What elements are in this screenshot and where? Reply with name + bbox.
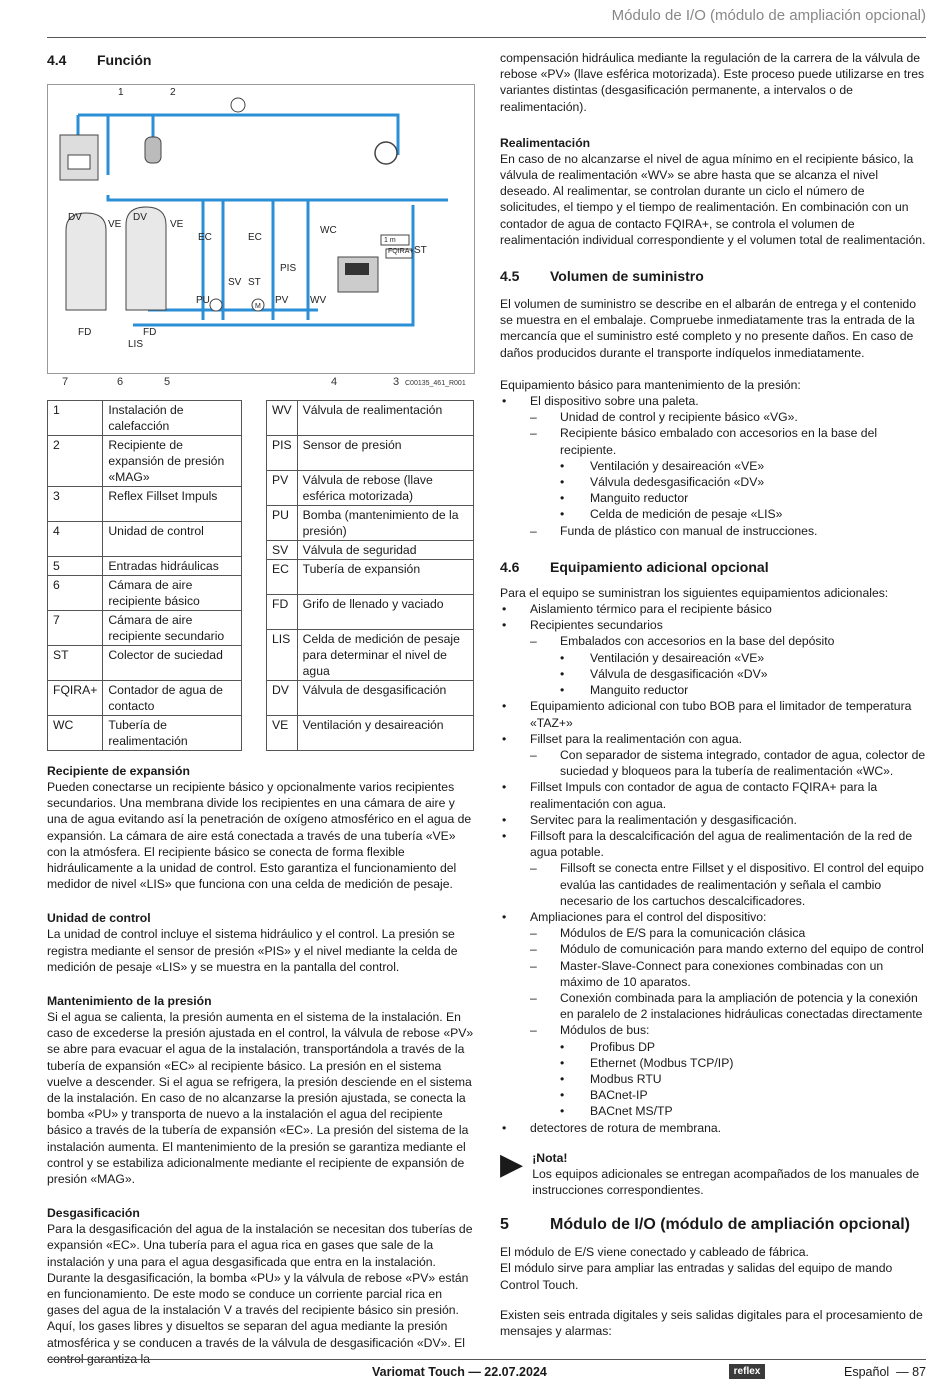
list-item: • Profibus DP bbox=[560, 1039, 926, 1055]
section5-p2: El módulo sirve para ampliar las entradas y salidas del equipo de mando Control Touch. bbox=[500, 1261, 893, 1292]
fig-top-label: 1 bbox=[118, 87, 124, 98]
recipiente-heading: Recipiente de expansión bbox=[47, 764, 190, 778]
hydraulic-diagram bbox=[47, 84, 475, 374]
list-item: • Manguito reductor bbox=[560, 682, 926, 698]
fig-label: DV bbox=[68, 212, 82, 223]
fig-label: PV bbox=[275, 295, 289, 306]
list-item: • Celda de medición de pesaje «LIS» bbox=[560, 506, 926, 522]
table-row: 2 Recipiente de expansión de presión «MAG» bbox=[48, 436, 242, 487]
fig-label: EC bbox=[198, 232, 212, 243]
fig-label: VE bbox=[170, 219, 184, 230]
adicional-list bbox=[500, 601, 926, 1136]
right-column bbox=[500, 50, 926, 1339]
list-item: • BACnet MS/TP bbox=[560, 1103, 926, 1119]
suministro-intro: Equipamiento básico para mantenimiento de la presión: bbox=[500, 377, 801, 392]
mantenimiento-block bbox=[47, 993, 475, 1187]
desgasificacion-text: Para la desgasificación del agua de la instalación se necesitan dos tuberías de expansión «EC». Una tubería para el agua rica en gases que sale de la instalación y una para el agua desgasificada que entra en la instalación. Durante la desgasificación, la bomba «PU» y la válvula de rebose «PV» están en funcionamiento. De este modo se conduce un corriente parcial rica en gases del agua de la instalación V a través del recipiente básico sin presión. Aquí, los gases libres y disueltos se separan del agua mediante la presión atmosférica y se conducen a través de la válvula de desgasificación «DV». El control garantiza la bbox=[47, 1222, 473, 1366]
realimentacion-text: En caso de no alcanzarse el nivel de agua mínimo en el recipiente básico, la válvula de realimentación «WV» se abre hasta que se alcanza el nivel deseado. Al realimentar, se controlan durante un ciclo el número de solicitudes, el tiempo y el tiempo de realimentación. En combinación con un contador de agua de contacto FQIRA+, se controla el volumen de realimentación individual correspondiente y el volumen total de realimentación. bbox=[500, 151, 926, 247]
list-item: – Fillsoft se conecta entre Fillset y el dispositivo. El control del equipo evalúa las cantidades de realimentación y señala el cambio necesario de los cartuchos descalcificadores. bbox=[530, 860, 926, 909]
list-item: – Con separador de sistema integrado, contador de agua, colector de suciedad y bloqueos para la tubería de realimentación «WC». bbox=[530, 747, 926, 779]
section5-p3: Existen seis entrada digitales y seis salidas digitales para el procesamiento de mensajes y alarmas: bbox=[500, 1307, 923, 1338]
table-row: PIS Sensor de presión bbox=[267, 436, 474, 471]
list-item: • Manguito reductor bbox=[560, 490, 926, 506]
table-row: DV Válvula de desgasificación bbox=[267, 681, 474, 716]
list-item: • Fillset Impuls con contador de agua de contacto FQIRA+ para la realimentación con agua. bbox=[500, 779, 926, 811]
legend-table-left bbox=[47, 400, 242, 751]
fig-label: VE bbox=[108, 219, 122, 230]
realimentacion-block bbox=[500, 135, 926, 248]
list-item: – Unidad de control y recipiente básico «VG». bbox=[530, 409, 926, 425]
footer-divider bbox=[47, 1359, 926, 1360]
reflex-logo: reflex bbox=[729, 1364, 765, 1379]
fig-top-label: 2 bbox=[170, 87, 176, 98]
diagram-svg bbox=[48, 85, 476, 375]
table-row: 5 Entradas hidráulicas bbox=[48, 557, 242, 576]
fig-label: ST bbox=[414, 245, 427, 256]
list-item: • Fillset para la realimentación con agua. – Con separador de sistema integrado, contador de agua, colector de suciedad y bloqueos para la tubería de realimentación «WC». bbox=[500, 731, 926, 780]
list-item: • El dispositivo sobre una paleta. – Unidad de control y recipiente básico «VG». – Recipiente básico embalado con accesorios en la base del recipiente. • Ventilación y desaireación «VE» • Válvula dedesgasificación «DV» • Manguito reductor • Celda de medición de pesaje «LIS» – Funda de plástico con manual de instrucciones. bbox=[500, 393, 926, 539]
fig-label: FD bbox=[78, 327, 92, 338]
continuation-text: compensación hidráulica mediante la regulación de la carrera de la válvula de rebose «PV» (llave esférica motorizada). Este proceso puede utilizarse en tres variantes distintas (desgasificación permanente, a intervalos o de realimentación). bbox=[500, 51, 925, 114]
fig-label: FQIRA+ bbox=[388, 248, 414, 255]
fig-label: EC bbox=[248, 232, 262, 243]
list-item: – Recipiente básico embalado con accesorios en la base del recipiente. • Ventilación y desaireación «VE» • Válvula dedesgasificación «DV» • Manguito reductor • Celda de medición de pesaje «LIS» bbox=[530, 425, 926, 522]
fig-label: WC bbox=[320, 225, 337, 236]
legend-tables bbox=[47, 400, 475, 751]
section-4-4-heading: 4.4 Función bbox=[47, 52, 152, 68]
fig-label: LIS bbox=[128, 339, 144, 350]
list-item: • Ventilación y desaireación «VE» bbox=[560, 650, 926, 666]
note-title: ¡Nota! bbox=[532, 1150, 568, 1165]
fig-label: PIS bbox=[280, 263, 297, 274]
list-item: • Servitec para la realimentación y desgasificación. bbox=[500, 812, 926, 828]
list-item: – Master-Slave-Connect para conexiones combinadas con un máximo de 10 aparatos. bbox=[530, 958, 926, 990]
footer-doc: Variomat Touch — 22.07.2024 bbox=[372, 1365, 547, 1379]
fig-label: 1 m bbox=[384, 237, 396, 244]
section-4-6-heading: 4.6 Equipamiento adicional opcional bbox=[500, 558, 769, 575]
figure-bottom-labels: 7 6 5 4 3 C00135_461_R001 bbox=[62, 376, 466, 388]
suministro-list bbox=[500, 393, 926, 539]
list-item: • Recipientes secundarios – Embalados con accesorios en la base del depósito • Ventilación y desaireación «VE» • Válvula de desgasificación «DV» • Manguito reductor bbox=[500, 617, 926, 698]
fig-label: M bbox=[255, 303, 261, 310]
fig-label: WV bbox=[310, 295, 327, 306]
section-5-heading: 5 Módulo de I/O (módulo de ampliación opcional) bbox=[500, 1216, 910, 1234]
table-row: WV Válvula de realimentación bbox=[267, 401, 474, 436]
table-row: 6 Cámara de aire recipiente básico bbox=[48, 576, 242, 611]
table-row: 3 Reflex Fillset Impuls bbox=[48, 487, 242, 522]
table-row: FD Grifo de llenado y vaciado bbox=[267, 595, 474, 630]
header-title: Módulo de I/O (módulo de ampliación opcional) bbox=[611, 7, 926, 24]
table-row: PU Bomba (mantenimiento de la presión) bbox=[267, 506, 474, 541]
table-row: WC Tubería de realimentación bbox=[48, 716, 242, 751]
adicional-intro: Para el equipo se suministran los siguientes equipamientos adicionales: bbox=[500, 585, 889, 600]
fig-label: FD bbox=[143, 327, 157, 338]
fig-label: ST bbox=[248, 277, 261, 288]
fig-label: SV bbox=[228, 277, 242, 288]
table-row: ST Colector de suciedad bbox=[48, 646, 242, 681]
unidad-heading: Unidad de control bbox=[47, 911, 151, 926]
list-item: • Ventilación y desaireación «VE» bbox=[560, 458, 926, 474]
table-row: 4 Unidad de control bbox=[48, 522, 242, 557]
table-row: SV Válvula de seguridad bbox=[267, 541, 474, 560]
legend-table-right bbox=[266, 400, 474, 751]
note-box bbox=[500, 1147, 926, 1198]
table-row: 7 Cámara de aire recipiente secundario bbox=[48, 611, 242, 646]
recipiente-text: Pueden conectarse un recipiente básico y opcionalmente varios recipientes secundarios. Una membrana divide los recipientes en una cámara de aire y una de agua evitando así la penetración de oxígeno atmosférico en el agua de expansión. La cámara de aire está conectada a través de una tubería «VE» con la atmósfera. El recipiente básico se conecta de forma flexible hidráulicamente a la unidad de control. Esto garantiza el funcionamiento del medidor de nivel «LIS» que funciona con una celda de medición de pesaje. bbox=[47, 780, 472, 892]
list-item: • Ethernet (Modbus TCP/IP) bbox=[560, 1055, 926, 1071]
list-item: • Válvula dedesgasificación «DV» bbox=[560, 474, 926, 490]
mantenimiento-heading: Mantenimiento de la presión bbox=[47, 994, 212, 1009]
footer-page: Español — 87 bbox=[844, 1365, 926, 1379]
list-item: • Ampliaciones para el control del dispositivo: – Módulos de E/S para la comunicación clásica – Módulo de comunicación para mando externo del equipo de control – Master-Slave-Connect para conexiones combinadas con un máximo de 10 aparatos. – Conexión combinada para la ampliación de potencia y la conexión en paralelo de 2 instalaciones hidráulicas conectadas directamente – Módulos de bus: • Profibus DP • Ethernet (Modbus TCP/IP) • Modbus RTU • BACnet-IP • BACnet MS/TP bbox=[500, 909, 926, 1120]
mantenimiento-text: Si el agua se calienta, la presión aumenta en el sistema de la instalación. En caso de excederse la presión ajustada en el control, la válvula de rebose «PV» se abre para evacuar el agua de la instalación, transportándola a través de la tubería de expansión «EC» al recipiente básico. La presión en el sistema vuelve a descender. Si el agua se refrigera, la presión desciende en el sistema de la instalación. En caso de no alcanzarse la presión ajustada, se conecta la bomba «PU» y transporta de nuevo a la instalación el agua del recipiente básico a través de la tubería de expansión «EC». La presión del sistema de la instalación aumenta. El mantenimiento de la presión se garantiza mediante el control y se estabiliza adicionalmente mediante el recipiente de expansión de presión «MAG». bbox=[47, 1010, 474, 1187]
realimentacion-heading: Realimentación bbox=[500, 135, 591, 150]
list-item: – Embalados con accesorios en la base del depósito • Ventilación y desaireación «VE» • Válvula de desgasificación «DV» • Manguito reductor bbox=[530, 633, 926, 698]
unidad-block bbox=[47, 910, 475, 975]
list-item: • Aislamiento térmico para el recipiente básico bbox=[500, 601, 926, 617]
left-column bbox=[47, 50, 475, 1367]
suministro-text: El volumen de suministro se describe en el albarán de entrega y el contenido se muestra en el embalaje. Compruebe inmediatamente tras la entrada de la mercancía que el suministro esté completo y no presente daños. En caso de daños producidos durante el transporte indíquelos inmediatamente. bbox=[500, 297, 916, 360]
list-item: • detectores de rotura de membrana. bbox=[500, 1120, 926, 1136]
table-row: VE Ventilación y desaireación bbox=[267, 716, 474, 751]
table-row: PV Válvula de rebose (llave esférica motorizada) bbox=[267, 471, 474, 506]
note-text: Los equipos adicionales se entregan acompañados de los manuales de instrucciones correspondientes. bbox=[532, 1166, 920, 1197]
list-item: • Modbus RTU bbox=[560, 1071, 926, 1087]
table-row: FQIRA+ Contador de agua de contacto bbox=[48, 681, 242, 716]
list-item: • Válvula de desgasificación «DV» bbox=[560, 666, 926, 682]
list-item: – Conexión combinada para la ampliación de potencia y la conexión en paralelo de 2 instalaciones hidráulicas conectadas directamente bbox=[530, 990, 926, 1022]
section-4-5-heading: 4.5 Volumen de suministro bbox=[500, 268, 704, 285]
table-row: EC Tubería de expansión bbox=[267, 560, 474, 595]
unidad-text: La unidad de control incluye el sistema hidráulico y el control. La presión se registra mediante el sensor de presión «PIS» y el nivel mediante la celda de medición de pesaje «LIS» y se muestra en la pantalla del control. bbox=[47, 927, 458, 974]
list-item: • Equipamiento adicional con tubo BOB para el limitador de temperatura «TAZ+» bbox=[500, 698, 926, 730]
recipiente-block bbox=[47, 763, 475, 892]
desgasificacion-block bbox=[47, 1205, 475, 1367]
header-divider bbox=[47, 37, 926, 38]
fig-label: DV bbox=[133, 212, 147, 223]
table-row: LIS Celda de medición de pesaje para determinar el nivel de agua bbox=[267, 630, 474, 681]
list-item: • Fillsoft para la descalcificación del agua de realimentación de la red de agua potable. – Fillsoft se conecta entre Fillset y el dispositivo. El control del equipo evalúa las cantidades de realimentación y señala el cambio necesario de los cartuchos descalcificadores. bbox=[500, 828, 926, 909]
list-item: – Módulos de E/S para la comunicación clásica bbox=[530, 925, 926, 941]
list-item: – Funda de plástico con manual de instrucciones. bbox=[530, 523, 926, 539]
section5-p1: El módulo de E/S viene conectado y cableado de fábrica. bbox=[500, 1245, 809, 1260]
fig-label: PU bbox=[196, 295, 210, 306]
list-item: – Módulos de bus: • Profibus DP • Ethernet (Modbus TCP/IP) • Modbus RTU • BACnet-IP • BACnet MS/TP bbox=[530, 1022, 926, 1119]
list-item: • BACnet-IP bbox=[560, 1087, 926, 1103]
table-row: 1 Instalación de calefacción bbox=[48, 401, 242, 436]
arrow-right-icon: ▶ bbox=[500, 1147, 524, 1181]
desgasificacion-heading: Desgasificación bbox=[47, 1206, 140, 1221]
list-item: – Módulo de comunicación para mando externo del equipo de control bbox=[530, 941, 926, 957]
